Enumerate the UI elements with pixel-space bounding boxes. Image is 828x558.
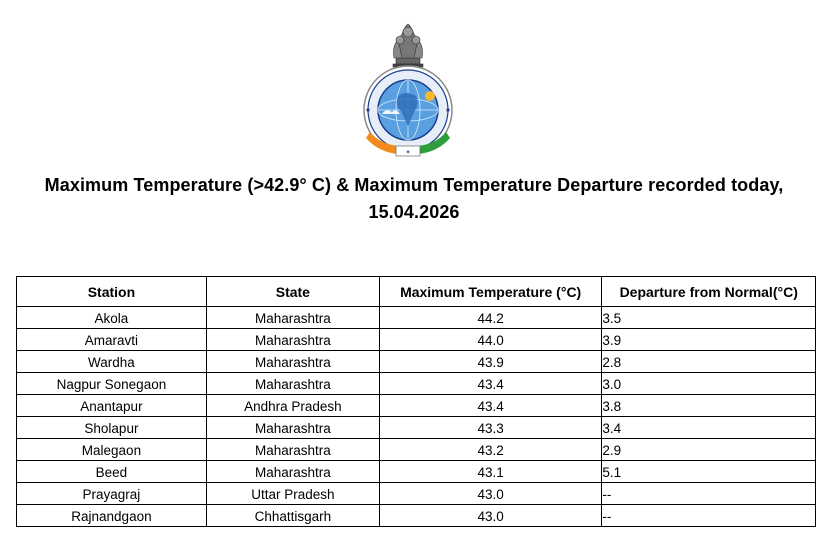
title-line-2: 15.04.2026 — [368, 202, 460, 222]
station-cell: Amaravti — [17, 329, 207, 351]
max-temp-cell: 43.9 — [379, 351, 602, 373]
state-cell: Chhattisgarh — [206, 505, 379, 527]
max-temp-cell: 43.3 — [379, 417, 602, 439]
table-row — [17, 439, 816, 461]
state-cell: Maharashtra — [206, 351, 379, 373]
departure-cell: -- — [602, 483, 816, 505]
state-cell: Uttar Pradesh — [206, 483, 379, 505]
page-title — [20, 172, 808, 226]
departure-cell: 2.9 — [602, 439, 816, 461]
imd-emblem-icon — [358, 18, 458, 164]
column-header-state: State — [206, 277, 379, 307]
lion-capital-icon — [393, 24, 423, 70]
departure-cell: -- — [602, 505, 816, 527]
imd-logo-icon — [364, 66, 452, 156]
station-cell: Rajnandgaon — [17, 505, 207, 527]
table-row — [17, 351, 816, 373]
svg-text:✶: ✶ — [405, 149, 411, 156]
table-row — [17, 505, 816, 527]
max-temp-cell: 43.4 — [379, 373, 602, 395]
state-cell: Maharashtra — [206, 417, 379, 439]
column-header-station: Station — [17, 277, 207, 307]
station-cell: Malegaon — [17, 439, 207, 461]
table-header-row — [17, 277, 816, 307]
departure-cell: 5.1 — [602, 461, 816, 483]
departure-cell: 3.0 — [602, 373, 816, 395]
table-row — [17, 461, 816, 483]
state-cell: Maharashtra — [206, 373, 379, 395]
table-row — [17, 307, 816, 329]
table-row — [17, 483, 816, 505]
title-line-1: Maximum Temperature (>42.9° C) & Maximum Temperature Departure recorded today, — [44, 175, 784, 195]
station-cell: Wardha — [17, 351, 207, 373]
departure-cell: 3.4 — [602, 417, 816, 439]
table-row — [17, 329, 816, 351]
station-cell: Anantapur — [17, 395, 207, 417]
max-temp-cell: 43.1 — [379, 461, 602, 483]
station-cell: Prayagraj — [17, 483, 207, 505]
state-cell: Maharashtra — [206, 461, 379, 483]
column-header-max-temp: Maximum Temperature (°C) — [379, 277, 602, 307]
state-cell: Maharashtra — [206, 329, 379, 351]
max-temp-cell: 44.0 — [379, 329, 602, 351]
station-cell: Beed — [17, 461, 207, 483]
state-cell: Maharashtra — [206, 439, 379, 461]
table-row — [17, 373, 816, 395]
column-header-departure: Departure from Normal(°C) — [602, 277, 816, 307]
max-temp-cell: 43.2 — [379, 439, 602, 461]
max-temp-cell: 43.0 — [379, 505, 602, 527]
station-cell: Sholapur — [17, 417, 207, 439]
departure-cell: 3.8 — [602, 395, 816, 417]
table-row — [17, 417, 816, 439]
departure-cell: 2.8 — [602, 351, 816, 373]
station-cell: Nagpur Sonegaon — [17, 373, 207, 395]
departure-cell: 3.5 — [602, 307, 816, 329]
state-cell: Maharashtra — [206, 307, 379, 329]
max-temp-cell: 43.4 — [379, 395, 602, 417]
max-temp-cell: 43.0 — [379, 483, 602, 505]
temperature-table — [16, 276, 816, 527]
station-cell: Akola — [17, 307, 207, 329]
departure-cell: 3.9 — [602, 329, 816, 351]
table-row — [17, 395, 816, 417]
max-temp-cell: 44.2 — [379, 307, 602, 329]
state-cell: Andhra Pradesh — [206, 395, 379, 417]
